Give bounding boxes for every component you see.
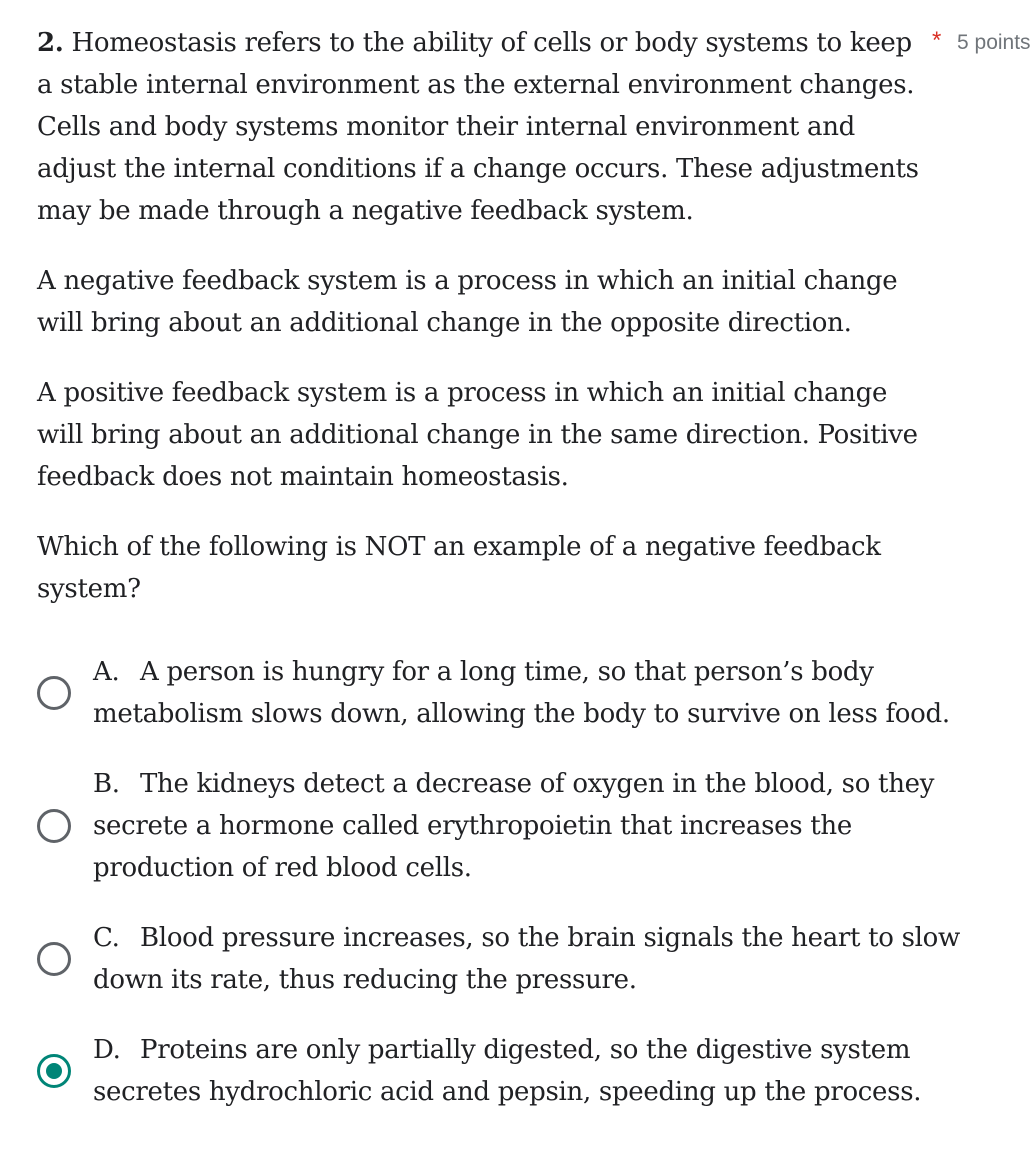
radio-option-a[interactable] (37, 676, 71, 710)
option-c[interactable] (0, 917, 1000, 1001)
option-d-letter: D. (93, 1035, 121, 1065)
option-c-text: Blood pressure increases, so the brain signals the heart to slow down its rate, thus reducing the pressure. (93, 923, 960, 995)
points-label: 5 points (957, 31, 1031, 54)
option-a[interactable] (0, 651, 1000, 735)
radio-option-c[interactable] (37, 942, 71, 976)
question-text-intro: Homeostasis refers to the ability of cells or body systems to keep a stable internal environment as the external environment changes. Cells and body systems monitor their internal environment and adjust the internal conditions if a change occurs. These adjustments may be made through a negative feedback system. (37, 28, 919, 226)
radio-option-d[interactable] (37, 1054, 71, 1088)
option-b-text: The kidneys detect a decrease of oxygen in the blood, so they secrete a hormone called erythropoietin that increases the production of red blood cells. (93, 769, 935, 883)
option-d-text: Proteins are only partially digested, so the digestive system secretes hydrochloric acid and pepsin, speeding up the process. (93, 1035, 922, 1107)
radio-selected-dot (46, 1063, 62, 1079)
question-paragraph-1 (37, 22, 932, 232)
question-block (37, 22, 932, 638)
option-b[interactable] (0, 763, 1000, 889)
radio-option-b[interactable] (37, 809, 71, 843)
option-d[interactable] (0, 1029, 1000, 1113)
option-b-label[interactable] (93, 763, 988, 889)
question-number: 2. (37, 28, 64, 58)
question-paragraph-2: A negative feedback system is a process in which an initial change will bring about an additional change in the opposite direction. (37, 266, 898, 338)
option-b-letter: B. (93, 769, 120, 799)
option-a-letter: A. (93, 657, 120, 687)
option-c-letter: C. (93, 923, 120, 953)
option-c-label[interactable] (93, 917, 988, 1001)
option-d-label[interactable] (93, 1029, 988, 1113)
option-a-label[interactable] (93, 651, 988, 735)
required-marker: * (932, 27, 942, 54)
answer-options (0, 651, 1000, 1141)
question-paragraph-3: A positive feedback system is a process in which an initial change will bring about an additional change in the same direction. Positive feedback does not maintain homeostasis. (37, 378, 918, 492)
option-a-text: A person is hungry for a long time, so that person’s body metabolism slows down, allowing the body to survive on less food. (93, 657, 950, 729)
question-prompt: Which of the following is NOT an example of a negative feedback system? (37, 532, 881, 604)
